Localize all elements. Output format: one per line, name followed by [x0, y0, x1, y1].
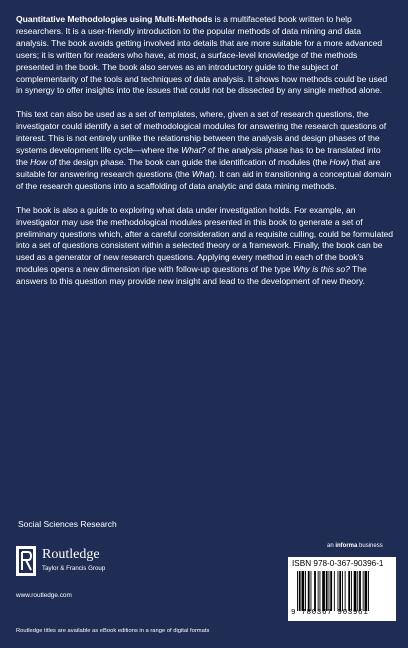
publisher-logo: [16, 546, 146, 586]
p2-e: ). It can aid in transitioning a conceptual domain of the research questions into a scaffolding of data analytic and data mining methods.: [16, 168, 392, 191]
publisher-group: Taylor & Francis Group: [42, 565, 106, 572]
publisher-website: www.routledge.com: [16, 592, 72, 599]
informa-suffix: business: [357, 543, 383, 549]
paragraph-2: [16, 109, 394, 192]
barcode-icon: [297, 571, 391, 611]
subject-category: Social Sciences Research: [18, 519, 117, 529]
p2-what1: What?: [181, 145, 206, 156]
p2-d: ) that are suitable for answering research questions (the: [16, 156, 381, 179]
p3-a: The book is also a guide to exploring what data under investigation holds. For example, an investigator may use the methodological modules presented in this book to generate a set of preliminary questions which, after a careful consideration and a requisite culling, could be formulated into a set of questions consistent within a selected theory or a framework. Finally, the book can be used as a generator of new research questions. Applying every method in each of the book's modules opens a new dimension ripe with follow-up questions of the type: [16, 204, 394, 275]
publisher-name: Routledge: [42, 547, 100, 562]
paragraph-1-text: is a multifaceted book written to help researchers. It is a user-friendly introduction to the popular methods of data mining and data analysis. The book avoids getting involved into details that are more suitable for a more advanced users; it is written for readers who have, at most, a surface-level knowledge of the methods presented in the book. The book also serves as an introductory guide to the subject of complementarity of the tools and techniques of data analysis. It shows how methods could be used in synergy to offer insights into the issues that could not be dissected by any single method alone.: [16, 14, 388, 96]
p2-how2: How: [329, 156, 347, 167]
p3-b: The answers to this question may provide new insight and lead to the development of new theory.: [16, 264, 367, 287]
p2-a: This text can also be used as a set of templates, where, given a set of research questions, the investigator could identify a set of methodological modules for answering the research questions of interest. This is not entirely unlike the relationship between the analysis and design phases of the systems development life cycle—where the: [16, 109, 387, 156]
p2-what2: What: [191, 168, 212, 179]
routledge-logo-icon: [16, 546, 36, 576]
ebook-note: Routledge titles are available as eBook editions in a range of digital formats: [16, 628, 210, 634]
barcode-digits: 9 780367 903961: [291, 609, 369, 617]
informa-prefix: an: [327, 543, 336, 549]
blurb: [16, 14, 394, 300]
isbn-label: ISBN 978-0-367-90396-1: [292, 559, 384, 568]
p2-b: of the analysis phase has to be translated into the: [16, 145, 381, 167]
p3-why: Why is this so?: [292, 264, 350, 275]
p2-how1: How: [30, 156, 48, 167]
p2-c: of the design phase. The book can guide the identification of modules (the: [47, 156, 330, 167]
barcode-panel: [288, 557, 396, 621]
informa-tagline: [327, 543, 383, 549]
paragraph-1: [16, 14, 394, 97]
informa-brand: informa: [335, 543, 358, 549]
book-title: Quantitative Methodologies using Multi-Methods: [16, 14, 213, 24]
paragraph-3: [16, 205, 394, 288]
